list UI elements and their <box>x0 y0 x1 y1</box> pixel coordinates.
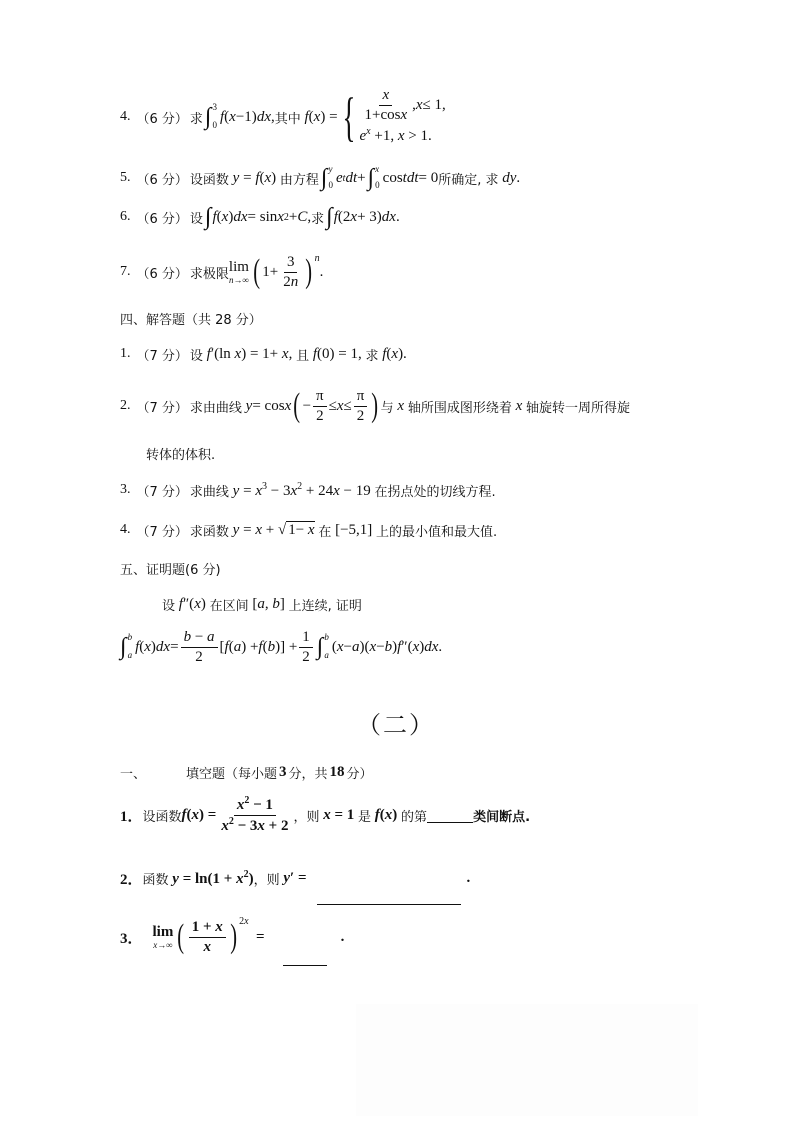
math-expression: f′(ln x) = 1+ x, <box>206 345 297 362</box>
problem-number: 1. <box>120 346 131 361</box>
problem-text: 所确定, 求 <box>438 172 499 188</box>
section-text: 分，共 <box>288 766 328 782</box>
problem-number: 6. <box>120 209 131 224</box>
problem-text: 求 <box>311 211 325 227</box>
section-title: 填空题（每小题 <box>186 766 278 782</box>
problem-text: 设 <box>189 348 203 364</box>
problem-4 <box>120 86 446 148</box>
question-number: 3． <box>120 930 143 947</box>
answer-blank[interactable] <box>283 937 327 966</box>
math-expression: ∫ f (2 x + 3) dx . <box>326 204 400 230</box>
problem-5 <box>120 164 520 192</box>
problem-number: 7. <box>120 264 131 279</box>
problem-text: 由方程 <box>279 172 319 188</box>
score-total: 18 <box>329 763 345 780</box>
problem-points: （7 分） <box>136 400 188 416</box>
math-expression: f(x). <box>382 345 407 362</box>
limit-expression: lim x→∞ ( $\frac{1 + x}{x}$ ) $^{2x}$ = <box>152 915 265 955</box>
question-text: 是 <box>358 809 372 825</box>
problem-number: 2. <box>120 398 131 413</box>
math-expression: y = f(x) <box>232 169 280 186</box>
question-text: ，则 <box>293 809 320 825</box>
problem-text-where: 其中 <box>274 111 301 127</box>
problem-6 <box>120 202 400 232</box>
problem-points: （7 分） <box>136 484 188 500</box>
problem-text: 上的最小值和最大值. <box>376 524 498 540</box>
problem-text: 且 <box>296 348 310 364</box>
problem-points: （7 分） <box>136 524 188 540</box>
math-expression: y′ = <box>283 869 307 886</box>
question-number: 1． <box>120 808 143 825</box>
problem-4-4 <box>120 517 497 543</box>
limit-expression: lim n→∞ ( 1+ $\frac{3}{2n}$ ) $^n$ . <box>228 252 324 290</box>
math-expression: ∫ f ( x ) dx = sin x 2 + C , <box>204 204 312 230</box>
problem-text: 设 <box>189 211 203 227</box>
problem-text: 轴旋转一周所得旋 <box>526 400 631 416</box>
math-expression: y = cos x ( − $\frac{\pi}{2}$ ≤ x ≤ $\frac{\pi}{2}$ ) <box>245 387 379 424</box>
question-text: 类间断点. <box>473 809 531 825</box>
proof-text: 在区间 <box>209 598 249 614</box>
section-4-heading: 四、解答题（共 28 分） <box>120 312 262 328</box>
problem-4-3 <box>120 477 496 503</box>
problem-text: 求 <box>365 348 379 364</box>
problem-text: 在 <box>318 524 332 540</box>
problem-text: 求曲线 <box>189 484 229 500</box>
section-number: 一、 <box>120 766 147 782</box>
problem-points: （6 分） <box>136 111 188 127</box>
math-expression: f(0) = 1, <box>312 345 366 362</box>
problem-4-1 <box>120 341 407 367</box>
math-expression: [a, b] <box>248 595 289 612</box>
fill-section-heading <box>120 762 373 782</box>
integral-expression: ∫ 3 0 f ( x −1) dx , <box>204 102 275 130</box>
problem-number: 4. <box>120 522 131 537</box>
proof-text: 上连续, 证明 <box>288 598 362 614</box>
proof-text: 设 <box>162 598 176 614</box>
problem-text: 求极限 <box>189 266 229 282</box>
problem-points: （7 分） <box>136 348 188 364</box>
math-expression: f″(x) <box>178 595 210 612</box>
problem-text: 求函数 <box>189 524 229 540</box>
problem-text: 设函数 <box>189 172 229 188</box>
math-expression: $y = x^3 - 3x^2 + 24x - 19$ <box>232 480 375 499</box>
part-2-heading: （二） <box>357 711 435 739</box>
piecewise-function: f ( x ) = { $\frac{x}{1+\cos x}$ , x ≤ 1, $e^x +1$, x > 1. <box>304 86 446 147</box>
math-expression: y = x + √ 1− x <box>232 521 315 538</box>
math-expression: $y = \ln(1 + x^2)$ <box>172 868 254 887</box>
problem-points: （6 分） <box>136 266 188 282</box>
answer-blank[interactable] <box>427 808 473 823</box>
math-expression: f(x) <box>374 806 402 823</box>
problem-points: （6 分） <box>136 172 188 188</box>
fill-question-3 <box>120 908 344 966</box>
math-expression: x = 1 <box>323 806 359 823</box>
fill-question-1 <box>120 792 530 838</box>
question-text: 函数 <box>142 872 169 888</box>
equation: ∫ y 0 e t dt + ∫ x 0 cos tdt = 0 <box>320 164 439 191</box>
question-number: 2． <box>120 871 143 888</box>
section-text: 分） <box>346 766 373 782</box>
faint-background-block <box>356 1004 698 1116</box>
math-expression: f ( x ) = $\frac{x^2 - 1}{x^2 - 3x + 2}$ <box>181 794 289 834</box>
question-text: ，则 <box>253 872 280 888</box>
math-expression: [−5,1] <box>331 521 377 538</box>
math-expression: dy. <box>502 169 521 186</box>
answer-blank[interactable] <box>317 876 461 905</box>
problem-points: （6 分） <box>136 211 188 227</box>
question-end: . <box>340 928 345 945</box>
problem-4-2-continuation: 转体的体积. <box>146 447 216 463</box>
question-end: . <box>466 869 471 886</box>
proof-equation: ∫ b a f ( x ) dx = $\frac{b - a}{2}$ [ f ( a ) + f ( b )] + $\frac{1}{2}$ ∫ b a ( x − a )( x − b ) f ″( x ) dx . <box>120 628 443 665</box>
problem-text: 轴所围成图形绕着 <box>407 400 512 416</box>
proof-statement <box>162 592 362 616</box>
problem-text: 求 <box>189 111 203 127</box>
problem-text: 求由曲线 <box>189 400 242 416</box>
problem-text: 在拐点处的切线方程. <box>374 484 496 500</box>
question-text: 的第 <box>401 809 428 825</box>
problem-number: 3. <box>120 482 131 497</box>
fill-question-2 <box>120 858 470 898</box>
problem-7 <box>120 248 323 296</box>
problem-number: 4. <box>120 109 131 124</box>
score-each: 3 <box>279 763 287 780</box>
problem-text: 与 <box>380 400 394 416</box>
problem-4-2: 2. （7 分） 求由曲线 y = cos x ( − $\frac{\pi}{2}$ ≤ x ≤ $\frac{\pi}{2}$ ) 与 x 轴所围成图形绕着 x 轴旋转一周所得旋 <box>120 387 631 424</box>
section-5-heading: 五、证明题(6 分) <box>120 562 221 578</box>
question-text: 设函数 <box>142 809 182 825</box>
problem-number: 5. <box>120 170 131 185</box>
